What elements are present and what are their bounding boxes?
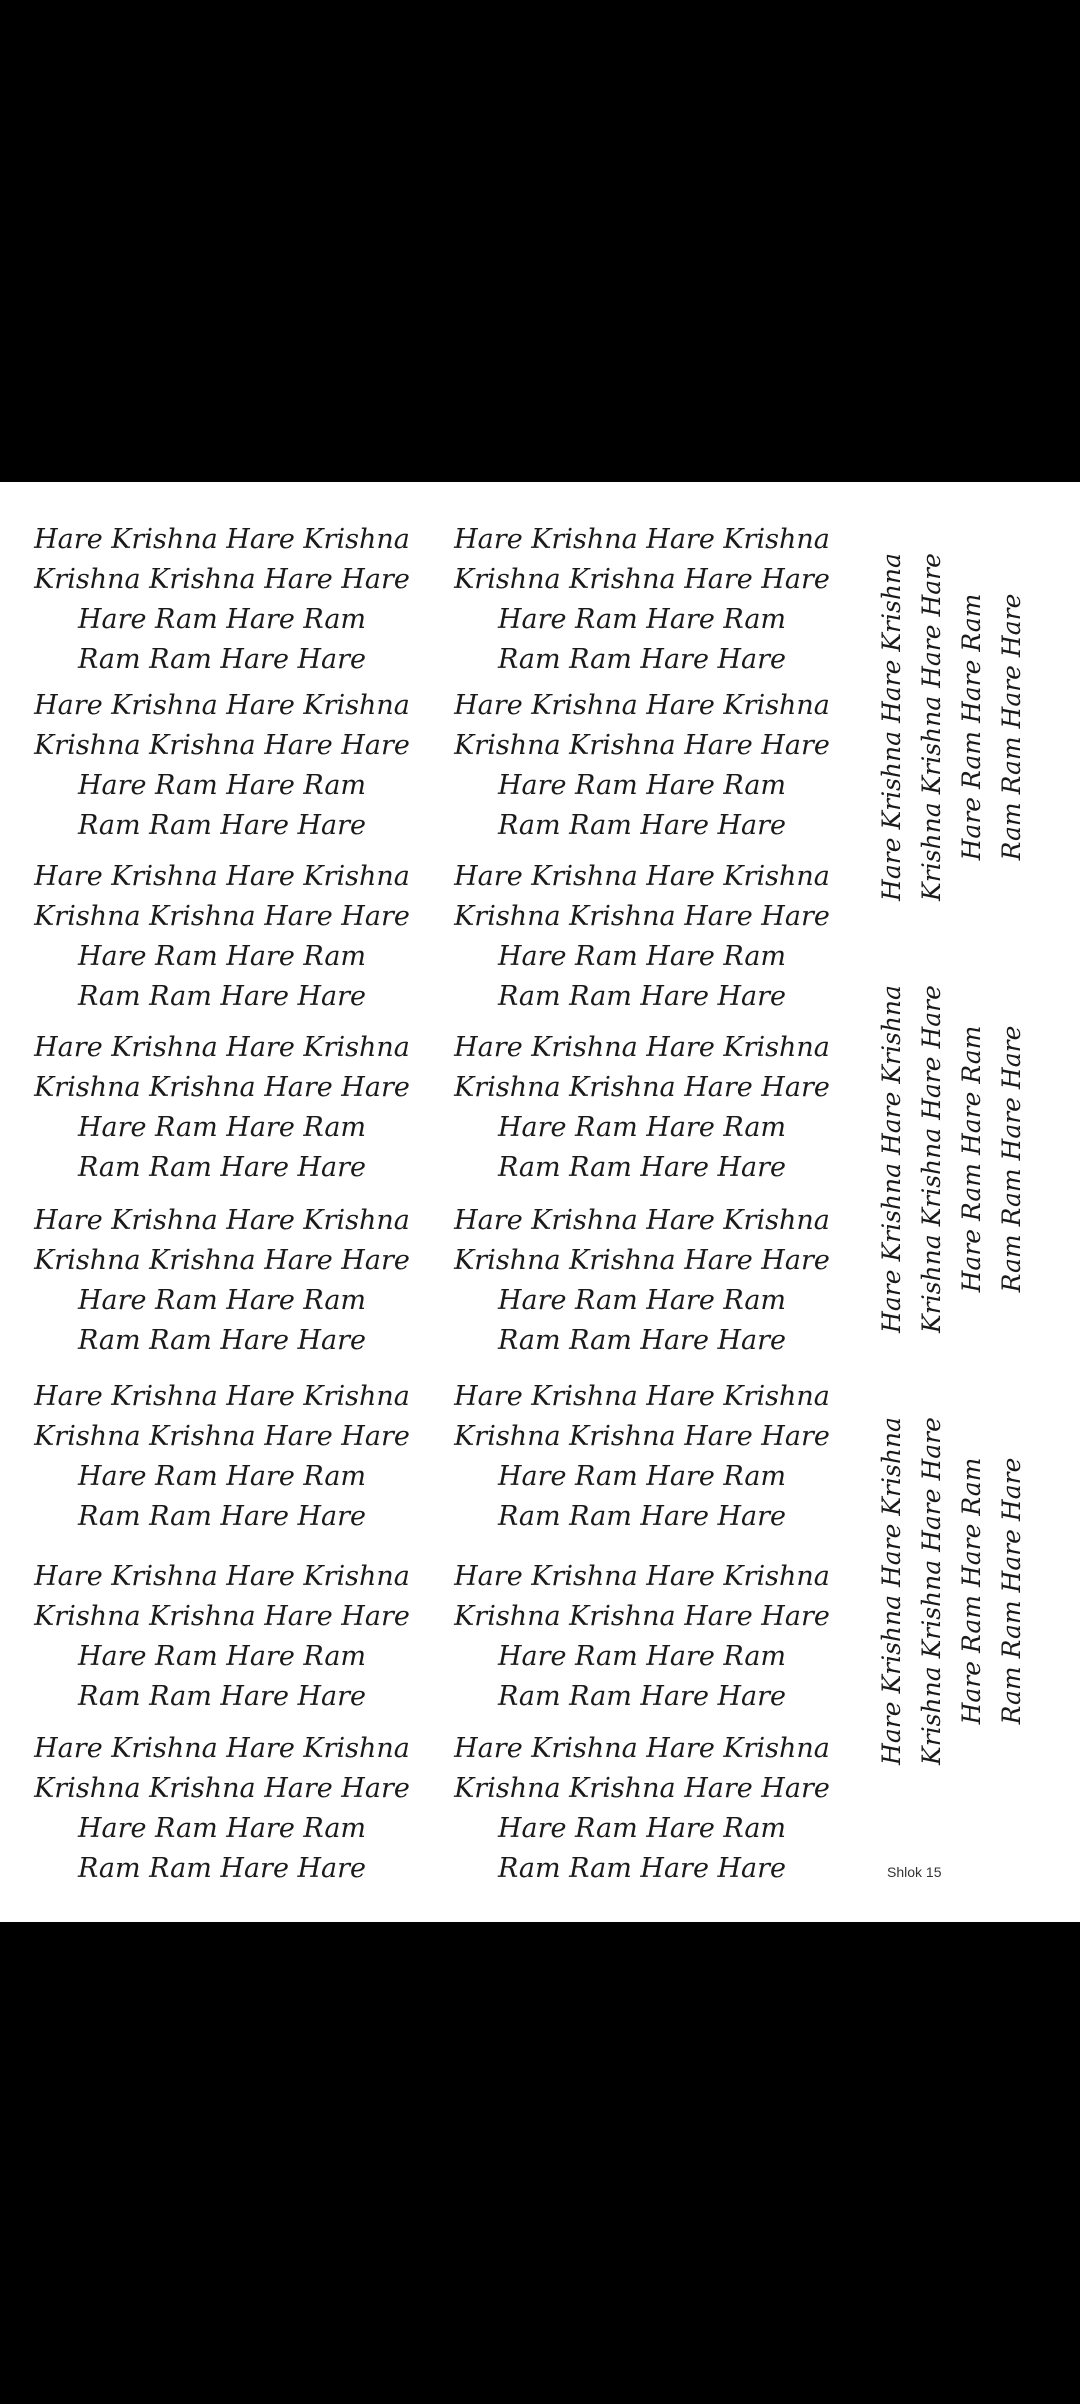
mantra-line: Hare Krishna Hare Krishna — [34, 524, 410, 555]
mantra-line: Hare Ram Hare Ram — [497, 1641, 787, 1672]
mantra-line: Krishna Krishna Hare Hare — [34, 1072, 410, 1103]
vertical-mantra-block — [872, 542, 1032, 912]
mantra-line: Krishna Krishna Hare Hare — [34, 564, 410, 595]
mantra-line: Krishna Krishna Hare Hare — [34, 1245, 410, 1276]
mantra-line: Ram Ram Hare Hare — [497, 1325, 787, 1356]
mantra-line: Krishna Krishna Hare Hare — [454, 901, 830, 932]
mantra-line: Hare Krishna Hare Krishna — [34, 1381, 410, 1412]
mantra-line: Krishna Krishna Hare Hare — [34, 1601, 410, 1632]
mantra-line: Hare Krishna Hare Krishna — [34, 1561, 410, 1592]
mantra-line: Hare Krishna Hare Krishna — [34, 690, 410, 721]
mantra-block — [22, 1557, 422, 1717]
mantra-line: Hare Krishna Hare Krishna — [877, 1417, 906, 1765]
mantra-line: Hare Krishna Hare Krishna — [454, 1205, 830, 1236]
mantra-line: Hare Krishna Hare Krishna — [34, 1733, 410, 1764]
mantra-line: Ram Ram Hare Hare — [497, 1853, 787, 1884]
mantra-sheet-page — [0, 482, 1080, 1922]
mantra-line: Hare Ram Hare Ram — [77, 1285, 367, 1316]
mantra-line: Krishna Krishna Hare Hare — [454, 564, 830, 595]
mantra-line: Krishna Krishna Hare Hare — [454, 1072, 830, 1103]
mantra-block — [442, 686, 842, 846]
mantra-block — [442, 1201, 842, 1361]
mantra-line: Krishna Krishna Hare Hare — [34, 1421, 410, 1452]
mantra-block — [22, 1201, 422, 1361]
mantra-line: Krishna Krishna Hare Hare — [454, 730, 830, 761]
mantra-line: Hare Ram Hare Ram — [77, 1112, 367, 1143]
mantra-block — [442, 520, 842, 680]
mantra-line: Ram Ram Hare Hare — [77, 644, 367, 675]
mantra-line: Hare Krishna Hare Krishna — [454, 1032, 830, 1063]
mantra-line: Ram Ram Hare Hare — [497, 1152, 787, 1183]
mantra-block — [22, 1377, 422, 1537]
mantra-line: Hare Ram Hare Ram — [77, 1641, 367, 1672]
mantra-block — [442, 1557, 842, 1717]
mantra-block — [22, 1729, 422, 1889]
mantra-line: Krishna Krishna Hare Hare — [917, 553, 946, 901]
mantra-line: Krishna Krishna Hare Hare — [454, 1421, 830, 1452]
mantra-line: Ram Ram Hare Hare — [77, 1501, 367, 1532]
mantra-block — [22, 857, 422, 1017]
mantra-line: Ram Ram Hare Hare — [77, 1681, 367, 1712]
mantra-block — [442, 1377, 842, 1537]
mantra-line: Hare Krishna Hare Krishna — [34, 1032, 410, 1063]
mantra-line: Hare Ram Hare Ram — [497, 770, 787, 801]
mantra-block — [442, 1028, 842, 1188]
mantra-line: Ram Ram Hare Hare — [997, 1025, 1026, 1293]
mantra-block — [22, 520, 422, 680]
mantra-line: Hare Ram Hare Ram — [497, 941, 787, 972]
mantra-line: Hare Ram Hare Ram — [497, 1461, 787, 1492]
mantra-line: Hare Krishna Hare Krishna — [877, 553, 906, 901]
mantra-line: Hare Krishna Hare Krishna — [454, 1733, 830, 1764]
mantra-line: Ram Ram Hare Hare — [497, 1501, 787, 1532]
mantra-line: Hare Ram Hare Ram — [497, 1285, 787, 1316]
mantra-line: Hare Ram Hare Ram — [497, 604, 787, 635]
mantra-line: Hare Krishna Hare Krishna — [877, 985, 906, 1333]
mantra-line: Hare Ram Hare Ram — [497, 1112, 787, 1143]
mantra-line: Hare Krishna Hare Krishna — [34, 861, 410, 892]
mantra-line: Krishna Krishna Hare Hare — [34, 901, 410, 932]
mantra-line: Hare Krishna Hare Krishna — [454, 1561, 830, 1592]
mantra-line: Hare Ram Hare Ram — [957, 1457, 986, 1725]
mantra-line: Ram Ram Hare Hare — [497, 644, 787, 675]
mantra-line: Hare Ram Hare Ram — [77, 1461, 367, 1492]
vertical-mantra-block — [872, 1406, 1032, 1776]
mantra-line: Ram Ram Hare Hare — [497, 1681, 787, 1712]
mantra-line: Krishna Krishna Hare Hare — [917, 985, 946, 1333]
mantra-block — [22, 1028, 422, 1188]
mantra-line: Ram Ram Hare Hare — [497, 810, 787, 841]
mantra-line: Ram Ram Hare Hare — [997, 593, 1026, 861]
mantra-block — [22, 686, 422, 846]
mantra-line: Krishna Krishna Hare Hare — [454, 1601, 830, 1632]
mantra-line: Hare Krishna Hare Krishna — [454, 1381, 830, 1412]
mantra-line: Hare Ram Hare Ram — [77, 770, 367, 801]
vertical-mantra-block — [872, 974, 1032, 1344]
mantra-line: Hare Krishna Hare Krishna — [34, 1205, 410, 1236]
mantra-line: Hare Krishna Hare Krishna — [454, 690, 830, 721]
mantra-block — [442, 857, 842, 1017]
mantra-line: Krishna Krishna Hare Hare — [454, 1245, 830, 1276]
mantra-line: Krishna Krishna Hare Hare — [917, 1417, 946, 1765]
page-label: Shlok 15 — [887, 1864, 942, 1880]
mantra-line: Hare Ram Hare Ram — [497, 1813, 787, 1844]
mantra-line: Hare Krishna Hare Krishna — [454, 524, 830, 555]
mantra-line: Hare Ram Hare Ram — [957, 593, 986, 861]
mantra-line: Ram Ram Hare Hare — [77, 1325, 367, 1356]
mantra-block — [442, 1729, 842, 1889]
mantra-line: Krishna Krishna Hare Hare — [34, 730, 410, 761]
mantra-line: Krishna Krishna Hare Hare — [34, 1773, 410, 1804]
mantra-line: Hare Ram Hare Ram — [77, 1813, 367, 1844]
mantra-line: Hare Krishna Hare Krishna — [454, 861, 830, 892]
mantra-line: Ram Ram Hare Hare — [77, 1152, 367, 1183]
mantra-line: Ram Ram Hare Hare — [997, 1457, 1026, 1725]
mantra-line: Hare Ram Hare Ram — [77, 941, 367, 972]
mantra-line: Krishna Krishna Hare Hare — [454, 1773, 830, 1804]
mantra-line: Ram Ram Hare Hare — [77, 810, 367, 841]
mantra-line: Ram Ram Hare Hare — [77, 1853, 367, 1884]
mantra-line: Ram Ram Hare Hare — [77, 981, 367, 1012]
mantra-line: Ram Ram Hare Hare — [497, 981, 787, 1012]
mantra-line: Hare Ram Hare Ram — [957, 1025, 986, 1293]
mantra-line: Hare Ram Hare Ram — [77, 604, 367, 635]
